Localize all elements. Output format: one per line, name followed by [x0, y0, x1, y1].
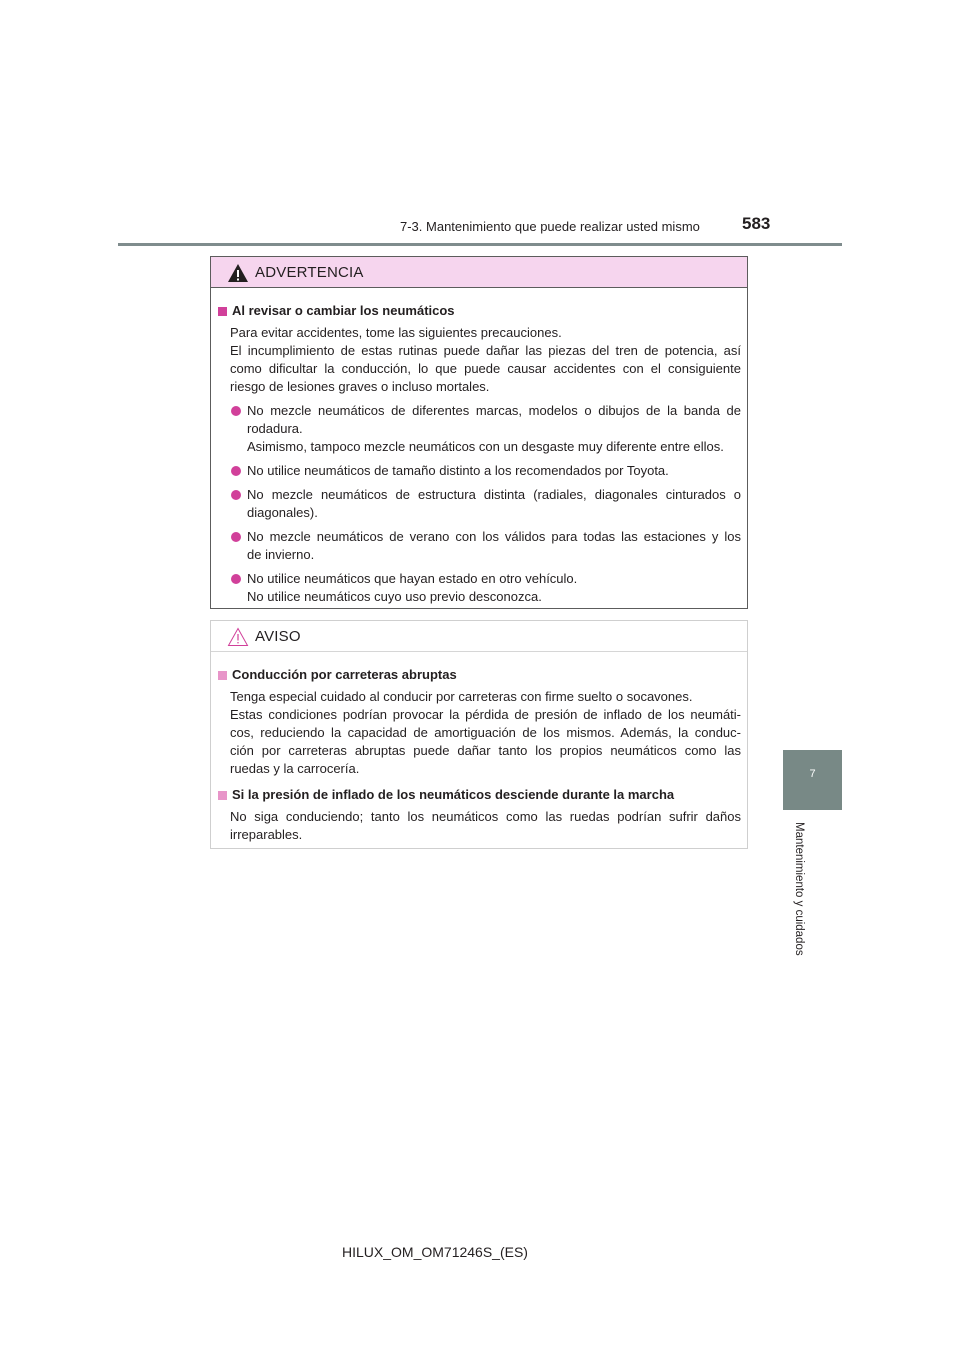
bullet-line: No utilice neumáticos cuyo uso previo desconozca.	[247, 589, 542, 604]
warning-box-body	[211, 288, 747, 606]
bullet-item	[218, 486, 741, 522]
caution-section-title: Si la presión de inflado de los neumáticos desciende durante la marcha	[232, 787, 675, 802]
warning-section-title: Al revisar o cambiar los neumáticos	[232, 303, 455, 318]
round-bullet-icon	[231, 490, 241, 500]
square-bullet-icon	[218, 671, 227, 680]
paragraph-line: irreparables.	[230, 827, 303, 842]
round-bullet-icon	[231, 406, 241, 416]
bullet-item	[218, 462, 741, 480]
chapter-tab	[783, 750, 842, 810]
warning-triangle-icon	[227, 263, 249, 283]
intro-line: riesgo de lesiones graves o incluso mortales.	[230, 379, 490, 394]
caution-section-heading	[218, 786, 741, 804]
caution-box-header	[211, 621, 747, 652]
caution-box-body	[211, 652, 747, 844]
bullet-line: diagonales).	[247, 505, 318, 520]
bullet-line: No utilice neumáticos de tamaño distinto a los recomendados por Toyota.	[247, 463, 669, 478]
page-number: 583	[742, 214, 771, 233]
chapter-title: Mantenimiento y cuidados	[793, 822, 805, 956]
caution-label: AVISO	[255, 628, 301, 645]
paragraph-line: ción por carreteras abruptas puede dañar tanto los propios neumáticos como las	[230, 743, 741, 758]
caution-triangle-outline-icon	[227, 627, 249, 647]
intro-line: como dificultar la conducción, lo que puede causar accidentes con el consiguiente	[230, 361, 741, 376]
square-bullet-icon	[218, 791, 227, 800]
bullet-item	[218, 528, 741, 564]
caution-paragraph	[218, 808, 741, 844]
caution-box	[210, 620, 748, 849]
round-bullet-icon	[231, 574, 241, 584]
intro-line: El incumplimiento de estas rutinas puede dañar las piezas del tren de potencia, así	[230, 343, 741, 358]
paragraph-line: cos, reduciendo la capacidad de amortiguación de los mismos. Además, la conduc-	[230, 725, 741, 740]
round-bullet-icon	[231, 466, 241, 476]
bullet-line: No mezcle neumáticos de diferentes marcas, modelos o dibujos de la banda de	[247, 403, 741, 418]
warning-section-heading	[218, 302, 741, 320]
paragraph-line: Estas condiciones podrían provocar la pérdida de presión de inflado de los neumáti-	[230, 707, 741, 722]
warning-intro	[218, 324, 741, 396]
paragraph-line: No siga conduciendo; tanto los neumáticos como las ruedas podrían sufrir daños	[230, 809, 741, 824]
header-divider	[118, 243, 842, 246]
bullet-item	[218, 402, 741, 456]
paragraph-line: ruedas y la carrocería.	[230, 761, 360, 776]
caution-section-heading	[218, 666, 741, 684]
bullet-line: No mezcle neumáticos de estructura distinta (radiales, diagonales cinturados o	[247, 487, 741, 502]
bullet-line: No mezcle neumáticos de verano con los válidos para todas las estaciones y los	[247, 529, 741, 544]
bullet-line: rodadura.	[247, 421, 303, 436]
caution-paragraph	[218, 688, 741, 778]
chapter-number: 7	[809, 768, 816, 780]
bullet-item	[218, 570, 741, 606]
warning-box	[210, 256, 748, 609]
document-code: HILUX_OM_OM71246S_(ES)	[342, 1244, 528, 1260]
section-title: 7-3. Mantenimiento que puede realizar usted mismo	[400, 219, 700, 234]
bullet-line: No utilice neumáticos que hayan estado en otro vehículo.	[247, 571, 578, 586]
square-bullet-icon	[218, 307, 227, 316]
caution-section-title: Conducción por carreteras abruptas	[232, 667, 457, 682]
warning-label: ADVERTENCIA	[255, 264, 364, 281]
bullet-line: de invierno.	[247, 547, 315, 562]
intro-line: Para evitar accidentes, tome las siguientes precauciones.	[230, 325, 562, 340]
paragraph-line: Tenga especial cuidado al conducir por carreteras con firme suelto o socavones.	[230, 689, 693, 704]
bullet-line: Asimismo, tampoco mezcle neumáticos con un desgaste muy diferente entre ellos.	[247, 439, 724, 454]
warning-box-header	[211, 257, 747, 288]
round-bullet-icon	[231, 532, 241, 542]
